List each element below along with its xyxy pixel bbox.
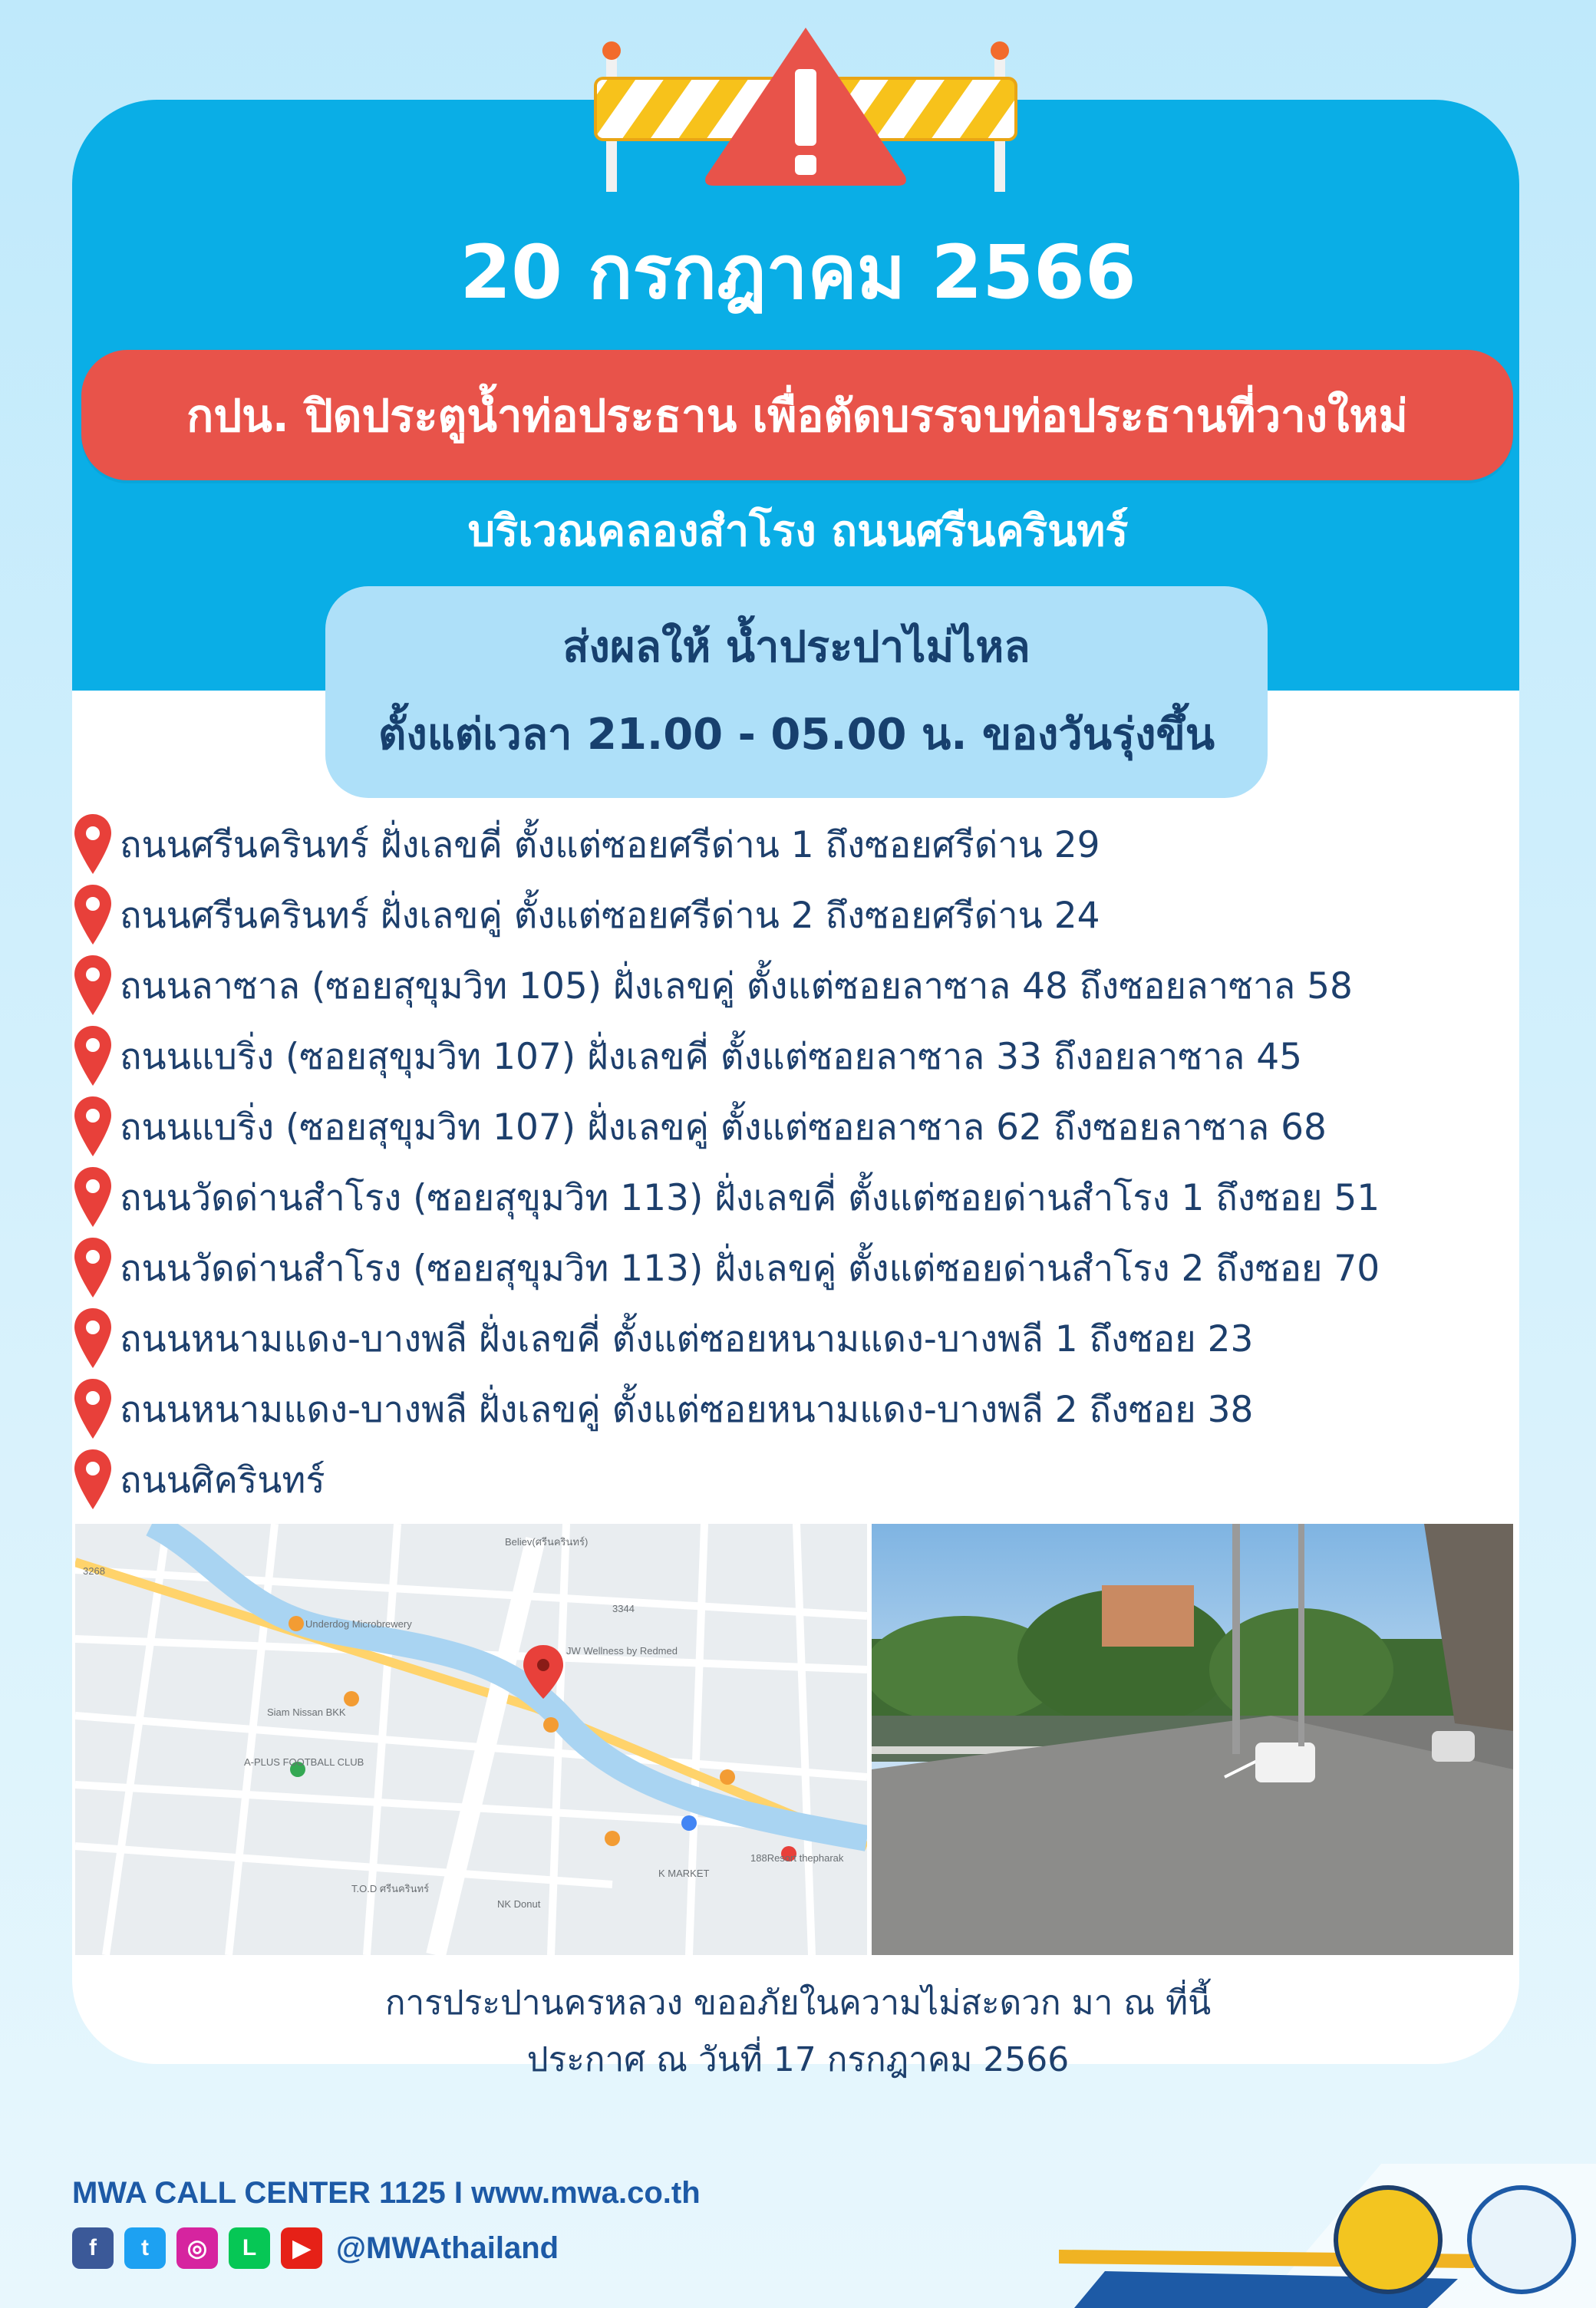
- list-item: ถนนวัดด่านสำโรง (ซอยสุขุมวิท 113) ฝั่งเลขคี่ ตั้งแต่ซอยด่านสำโรง 1 ถึงซอย 51: [72, 1162, 1519, 1232]
- location-pin-icon: [72, 1166, 114, 1228]
- headline-banner: [81, 350, 1513, 480]
- list-item: ถนนวัดด่านสำโรง (ซอยสุขุมวิท 113) ฝั่งเลขคู่ ตั้งแต่ซอยด่านสำโรง 2 ถึงซอย 70: [72, 1232, 1519, 1303]
- location-pin-icon: [72, 954, 114, 1017]
- map-graphic: [75, 1524, 867, 1955]
- street-view-photo: [872, 1524, 1513, 1955]
- instagram-icon[interactable]: ◎: [176, 2227, 218, 2269]
- announcement-date: ประกาศ ณ วันที่ 17 กรกฎาคม 2566: [526, 2040, 1070, 2079]
- mwa-logo: [1467, 2185, 1576, 2294]
- map-label: Believ(ศรีนครินทร์): [505, 1536, 589, 1548]
- map-label: Underdog Microbrewery: [305, 1618, 412, 1630]
- line-icon[interactable]: L: [229, 2227, 270, 2269]
- location-subtitle: บริเวณคลองสำโรง ถนนศรีนครินทร์: [467, 506, 1129, 556]
- effect-box: [325, 586, 1268, 798]
- list-item: ถนนหนามแดง-บางพลี ฝั่งเลขคู่ ตั้งแต่ซอยหนามแดง-บางพลี 2 ถึงซอย 38: [72, 1373, 1519, 1444]
- list-item: ถนนศรีนครินทร์ ฝั่งเลขคี่ ตั้งแต่ซอยศรีด่าน 1 ถึงซอยศรีด่าน 29: [72, 809, 1519, 879]
- map-label: T.O.D ศรีนครินทร์: [351, 1883, 430, 1894]
- list-item: ถนนหนามแดง-บางพลี ฝั่งเลขคี่ ตั้งแต่ซอยหนามแดง-บางพลี 1 ถึงซอย 23: [72, 1303, 1519, 1373]
- map-label: K MARKET: [658, 1868, 710, 1879]
- list-item: ถนนแบริ่ง (ซอยสุขุมวิท 107) ฝั่งเลขคี่ ตั้งแต่ซอยลาซาล 33 ถึงอยลาซาล 45: [72, 1020, 1519, 1091]
- list-item: ถนนศิครินทร์: [72, 1444, 1519, 1515]
- map-label: Siam Nissan BKK: [267, 1706, 346, 1718]
- list-item: ถนนลาซาล (ซอยสุขุมวิท 105) ฝั่งเลขคู่ ตั้งแต่ซอยลาซาล 48 ถึงซอยลาซาล 58: [72, 950, 1519, 1020]
- twitter-icon[interactable]: t: [124, 2227, 166, 2269]
- map-label: 3268: [83, 1565, 105, 1577]
- social-links: [72, 2227, 559, 2270]
- area-map: [75, 1524, 867, 1955]
- street-scene: [872, 1524, 1513, 1955]
- location-pin-icon: [72, 1377, 114, 1440]
- location-pin-icon: [72, 883, 114, 946]
- apology-text: การประปานครหลวง ขออภัยในความไม่สะดวก มา ณ ที่นี้: [384, 1983, 1212, 2023]
- photo-strip: [75, 1524, 1513, 1955]
- map-label: 3344: [612, 1603, 635, 1614]
- location-pin-icon: [72, 813, 114, 875]
- royal-emblem-logo: [1334, 2185, 1443, 2294]
- location-pin-icon: [72, 1095, 114, 1158]
- social-handle[interactable]: @MWAthailand: [336, 2231, 559, 2265]
- youtube-icon[interactable]: ▶: [281, 2227, 322, 2269]
- warning-barrier-icon: [591, 23, 1021, 192]
- footer-message: [0, 1975, 1596, 2089]
- headline-text: กปน. ปิดประตูน้ำท่อประธาน เพื่อตัดบรรจบท่อประธานที่วางใหม่: [186, 389, 1408, 442]
- facebook-icon[interactable]: f: [72, 2227, 114, 2269]
- location-pin-icon: [72, 1448, 114, 1511]
- map-label: A-PLUS FOOTBALL CLUB: [244, 1756, 364, 1768]
- affected-area-list: [72, 809, 1519, 1515]
- list-item: ถนนแบริ่ง (ซอยสุขุมวิท 107) ฝั่งเลขคู่ ตั้งแต่ซอยลาซาล 62 ถึงซอยลาซาล 68: [72, 1091, 1519, 1162]
- location-pin-icon: [72, 1307, 114, 1370]
- map-label: JW Wellness by Redmed: [566, 1645, 678, 1657]
- location-pin-icon: [72, 1236, 114, 1299]
- list-item: ถนนศรีนครินทร์ ฝั่งเลขคู่ ตั้งแต่ซอยศรีด่าน 2 ถึงซอยศรีด่าน 24: [72, 879, 1519, 950]
- map-label: NK Donut: [497, 1898, 541, 1910]
- effect-line-1: ส่งผลให้ น้ำประปาไม่ไหล: [562, 622, 1030, 672]
- call-center: MWA CALL CENTER 1125 I www.mwa.co.th: [72, 2176, 701, 2210]
- notice-date: 20 กรกฎาคม 2566: [460, 229, 1136, 315]
- map-label: 188Resort thepharak: [750, 1852, 844, 1864]
- effect-time-line: ตั้งแต่เวลา 21.00 - 05.00 น. ของวันรุ่งขึ้น: [378, 710, 1215, 760]
- location-pin-icon: [72, 1024, 114, 1087]
